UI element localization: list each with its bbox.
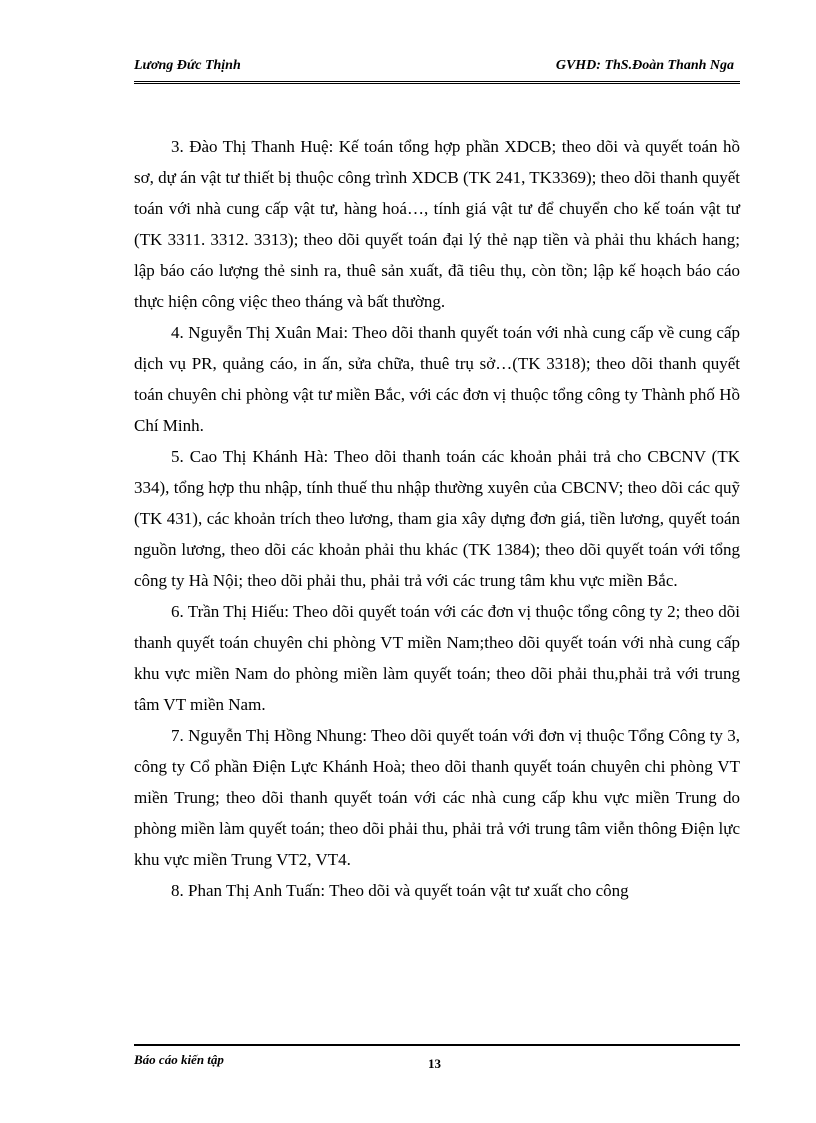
- paragraph-item-4: 4. Nguyễn Thị Xuân Mai: Theo dõi thanh quyết toán với nhà cung cấp về cung cấp dịch vụ PR, quảng cáo, in ấn, sửa chữa, thuê trụ sở…(TK 3318); theo dõi thanh quyết toán chuyên chi phòng vật tư miền Bắc, với các đơn vị thuộc tổng công ty Thành phố Hồ Chí Minh.: [134, 323, 740, 435]
- footer-title: Báo cáo kiến tập: [134, 1052, 224, 1067]
- page-number: 13: [428, 1056, 441, 1071]
- paragraph-item-5: 5. Cao Thị Khánh Hà: Theo dõi thanh toán các khoản phải trả cho CBCNV (TK 334), tổng hợp thu nhập, tính thuế thu nhập thường xuyên của CBCNV; theo dõi các quỹ (TK 431), các khoản trích theo lương, tham gia xây dựng đơn giá, tiền lương, quyết toán nguồn lương, theo dõi các khoản phải thu khác (TK 1384); theo dõi quyết toán với tổng công ty Hà Nội; theo dõi phải thu, phải trả với các trung tâm khu vực miền Bắc.: [134, 447, 740, 590]
- document-body: [134, 131, 740, 906]
- header-author: Lương Đức Thịnh: [134, 58, 241, 73]
- paragraph-item-6: 6. Trần Thị Hiếu: Theo dõi quyết toán với các đơn vị thuộc tổng công ty 2; theo dõi thanh quyết toán chuyên chi phòng VT miền Nam;theo dõi quyết toán với nhà cung cấp khu vực miền Nam do phòng miền làm quyết toán; theo dõi phải thu,phải trả với trung tâm VT miền Nam.: [134, 602, 740, 714]
- page-footer: [134, 1044, 740, 1076]
- paragraph-item-3: 3. Đào Thị Thanh Huệ: Kế toán tổng hợp phần XDCB; theo dõi và quyết toán hồ sơ, dự án vật tư thiết bị thuộc công trình XDCB (TK 241, TK3369); theo dõi thanh quyết toán với nhà cung cấp vật tư, hàng hoá…, tính giá vật tư để chuyển cho kế toán vật tư (TK 3311. 3312. 3313); theo dõi quyết toán đại lý thẻ nạp tiền và phải thu khách hang; lập báo cáo lượng thẻ sinh ra, thuê sản xuất, đã tiêu thụ, còn tồn; lập kế hoạch báo cáo thực hiện công việc theo tháng và bất thường.: [134, 137, 740, 311]
- header-advisor: GVHD: ThS.Đoàn Thanh Nga: [555, 58, 734, 73]
- paragraph-item-7: 7. Nguyễn Thị Hồng Nhung: Theo dõi quyết toán với đơn vị thuộc Tổng Công ty 3, công ty Cổ phần Điện Lực Khánh Hoà; theo dõi thanh quyết toán chuyên chi phòng VT miền Trung; theo dõi thanh quyết toán với các nhà cung cấp khu vực miền Trung do phòng miền làm quyết toán; theo dõi phải thu, phải trả với trung tâm viễn thông Điện lực khu vực miền Trung VT2, VT4.: [134, 726, 740, 869]
- paragraph-item-8: 8. Phan Thị Anh Tuấn: Theo dõi và quyết toán vật tư xuất cho công: [171, 881, 629, 900]
- page-header: [134, 57, 740, 84]
